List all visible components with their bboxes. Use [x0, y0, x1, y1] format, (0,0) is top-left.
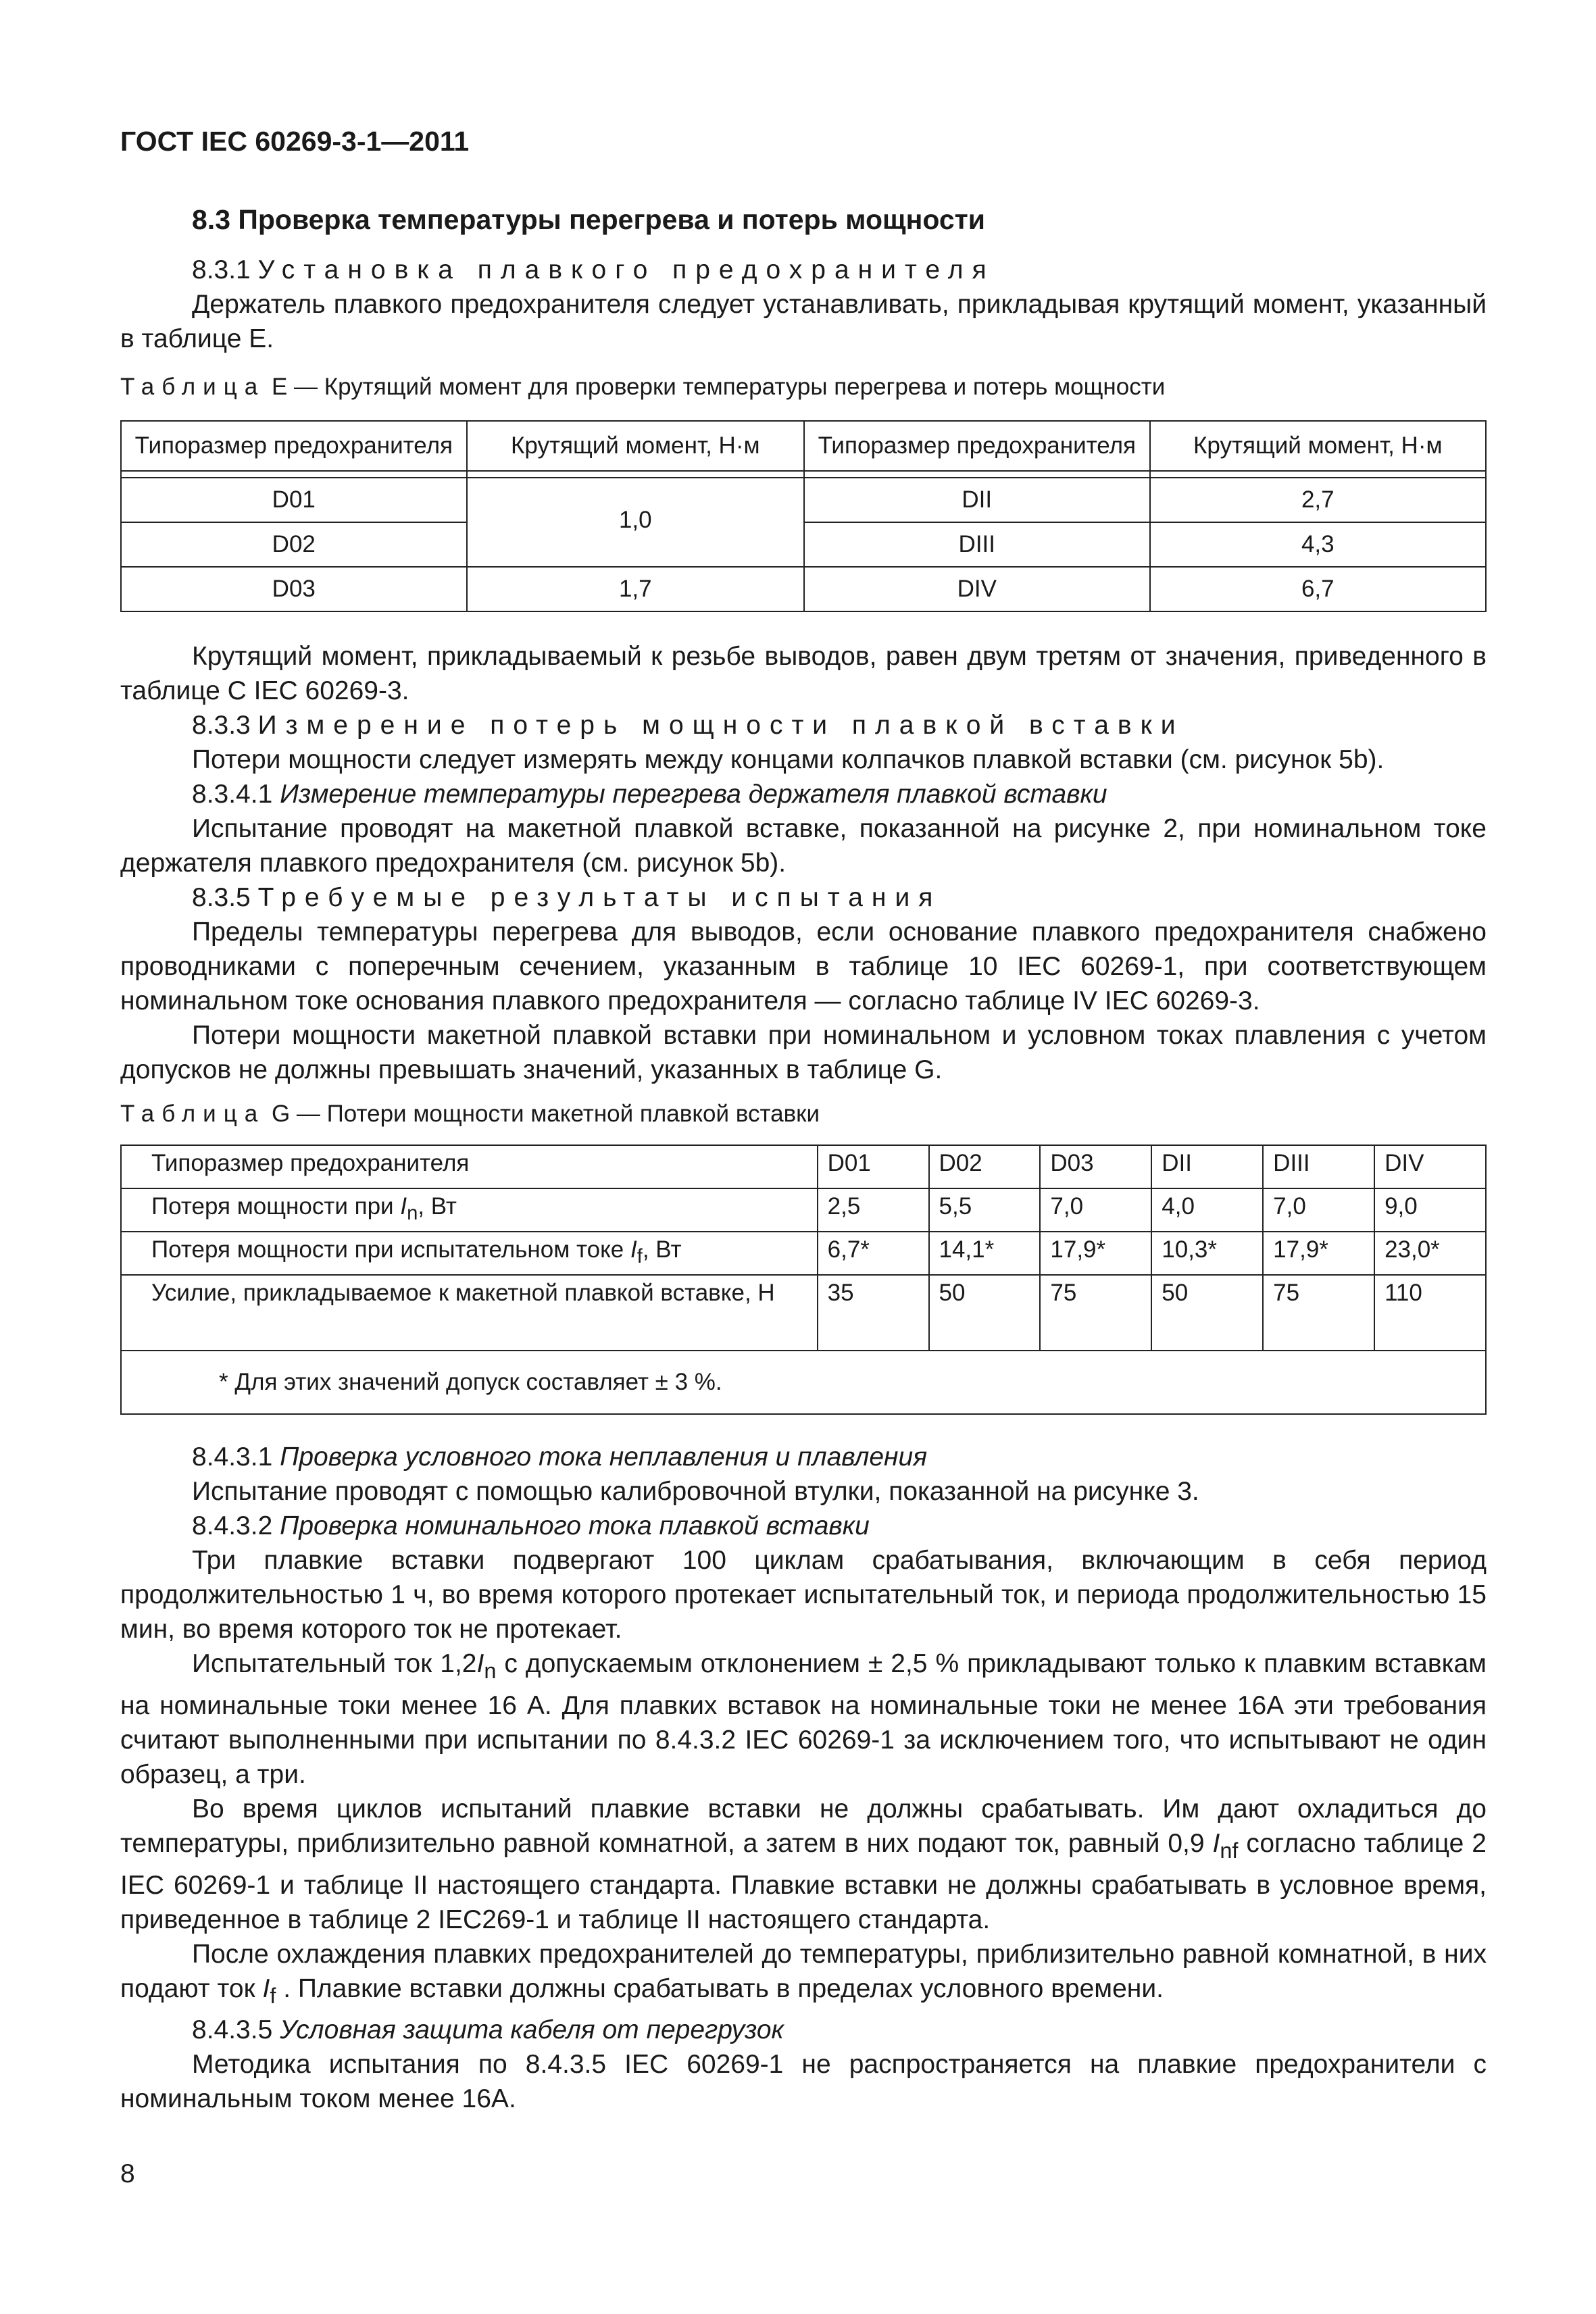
table-cell: 4,0 [1151, 1188, 1263, 1232]
row-label: Потеря мощности при испытательном токе $I_f$, Вт [121, 1232, 818, 1275]
table-row [121, 567, 1486, 611]
table-cell: DII [804, 478, 1150, 522]
table-header-cell: Типоразмер предохранителя [121, 1145, 818, 1188]
table-cell: 9,0 [1374, 1188, 1486, 1232]
table-row [121, 1275, 1486, 1351]
table-e [120, 420, 1487, 612]
table-cell: 2,7 [1150, 478, 1486, 522]
table-cell: 14,1* [929, 1232, 1041, 1275]
table-cell: 6,7* [818, 1232, 929, 1275]
section-title: 8.3 Проверка температуры перегрева и потерь мощности [192, 204, 985, 235]
table-header-cell: DII [1151, 1145, 1263, 1188]
heading-8431: 8.4.3.1 Проверка условного тока неплавления и плавления [192, 1442, 928, 1472]
paragraph-torque: Крутящий момент, прикладываемый к резьбе выводов, равен двум третям от значения, приведенного в таблице C IEC 60269-3. [120, 642, 1487, 705]
table-row [121, 1188, 1486, 1232]
table-cell: D01 [121, 478, 467, 522]
table-cell: 5,5 [929, 1188, 1041, 1232]
paragraph-8432-2: Испытательный ток $1,2I_n$ с допускаемым отклонением ± 2,5 % прикладывают только к плавким вставкам на номинальные токи менее 16 А. Для плавких вставок на номинальные токи не менее 16А эти требования считают выполненными при испытании по 8.4.3.2 IEC 60269-1 за исключением того, что испытывают не один образец, а три. [120, 1649, 1487, 1789]
heading-831: 8.3.1 Установка плавкого предохранителя [192, 255, 995, 284]
table-cell: D02 [121, 522, 467, 567]
table-header-cell: D02 [929, 1145, 1041, 1188]
paragraph-835-1: Пределы температуры перегрева для выводов, если основание плавкого предохранителя снабжено проводниками с поперечным сечением, указанным в таблице 10 IEC 60269-1, при соответствующем номинальном токе основания плавкого предохранителя — согласно таблице IV IEC 60269-3. [120, 917, 1487, 1015]
table-header-cell: Типоразмер предохранителя [121, 421, 467, 471]
table-row [121, 478, 1486, 522]
paragraph-8432-3: Во время циклов испытаний плавкие вставки не должны срабатывать. Им дают охладиться до температуры, приблизительно равной комнатной, а затем в них подают ток, равный 0,9 $I_{nf}$ согласно таблице 2 IEC 60269-1 и таблице II настоящего стандарта. Плавкие вставки не должны срабатывать в условное время, приведенное в таблице 2 IEC269-1 и таблице II настоящего стандарта. [120, 1794, 1487, 1934]
table-header-cell: Крутящий момент, Н·м [467, 421, 804, 471]
block-83-text [120, 639, 1487, 1131]
table-cell: 75 [1040, 1275, 1151, 1351]
page-number: 8 [120, 2159, 135, 2188]
table-header-cell: Крутящий момент, Н·м [1150, 421, 1486, 471]
table-cell: D03 [121, 567, 467, 611]
table-row [121, 1232, 1486, 1275]
table-header-cell: DIV [1374, 1145, 1486, 1188]
table-cell: 7,0 [1263, 1188, 1374, 1232]
paragraph-831: Держатель плавкого предохранителя следует устанавливать, прикладывая крутящий момент, указанный в таблице E. [120, 290, 1487, 353]
paragraph-8435: Методика испытания по 8.4.3.5 IEC 60269-1 не распространяется на плавкие предохранители с номинальным током менее 16А. [120, 2050, 1487, 2114]
table-cell: 10,3* [1151, 1232, 1263, 1275]
table-cell: 50 [1151, 1275, 1263, 1351]
table-footnote-row [121, 1351, 1486, 1414]
table-cell: 110 [1374, 1275, 1486, 1351]
table-header-row [121, 421, 1486, 471]
paragraph-835-2: Потери мощности макетной плавкой вставки при номинальном и условном токах плавления с учетом допусков не должны превышать значений, указанных в таблице G. [120, 1021, 1487, 1084]
table-cell: 17,9* [1263, 1232, 1374, 1275]
row-label: Потеря мощности при $I_n$, Вт [121, 1188, 818, 1232]
table-g-caption: Таблица G — Потери мощности макетной плавкой вставки [120, 1101, 820, 1127]
table-cell: 1,0 [467, 478, 804, 567]
table-header-cell: D01 [818, 1145, 929, 1188]
table-cell: 50 [929, 1275, 1041, 1351]
table-cell: 2,5 [818, 1188, 929, 1232]
heading-833: 8.3.3 Измерение потерь мощности плавкой вставки [192, 711, 1184, 740]
table-cell: 35 [818, 1275, 929, 1351]
table-row [121, 522, 1486, 567]
table-cell: 6,7 [1150, 567, 1486, 611]
table-cell: 1,7 [467, 567, 804, 611]
table-e-caption: Таблица E — Крутящий момент для проверки температуры перегрева и потерь мощности [120, 374, 1166, 400]
paragraph-8341: Испытание проводят на макетной плавкой вставке, показанной на рисунке 2, при номинальном токе держателя плавкого предохранителя (см. рисунок 5b). [120, 814, 1487, 878]
document-header: ГОСТ IEC 60269-3-1—2011 [120, 126, 470, 157]
table-cell: 17,9* [1040, 1232, 1151, 1275]
paragraph-8432-4: После охлаждения плавких предохранителей до температуры, приблизительно равной комнатной, в них подают ток $I_f$ . Плавкие вставки должны срабатывать в пределах условного времени. [120, 1939, 1487, 2008]
heading-8432: 8.4.3.2 Проверка номинального тока плавкой вставки [192, 1511, 870, 1540]
heading-8341: 8.3.4.1 Измерение температуры перегрева держателя плавкой вставки [192, 780, 1107, 809]
block-831 [120, 253, 1487, 404]
table-header-cell: D03 [1040, 1145, 1151, 1188]
table-header-cell: DIII [1263, 1145, 1374, 1188]
paragraph-8432-1: Три плавкие вставки подвергают 100 циклам срабатывания, включающим в себя период продолжительностью 1 ч, во время которого протекает испытательный ток, и периода продолжительностью 15 мин, во время которого ток не протекает. [120, 1546, 1487, 1644]
table-cell: 4,3 [1150, 522, 1486, 567]
table-cell: 7,0 [1040, 1188, 1151, 1232]
heading-8435: 8.4.3.5 Условная защита кабеля от перегрузок [192, 2015, 784, 2045]
block-843 [120, 1440, 1487, 2116]
table-cell: 75 [1263, 1275, 1374, 1351]
table-g [120, 1145, 1487, 1415]
paragraph-833: Потери мощности следует измерять между концами колпачков плавкой вставки (см. рисунок 5b). [192, 745, 1385, 774]
table-cell: 23,0* [1374, 1232, 1486, 1275]
table-cell: DIV [804, 567, 1150, 611]
heading-835: 8.3.5 Требуемые результаты испытания [192, 883, 942, 912]
table-header-cell: Типоразмер предохранителя [804, 421, 1150, 471]
document-page [120, 0, 1487, 2314]
row-label: Усилие, прикладываемое к макетной плавкой вставке, Н [121, 1275, 818, 1351]
table-header-row [121, 1145, 1486, 1188]
paragraph-8431: Испытание проводят с помощью калибровочной втулки, показанной на рисунке 3. [192, 1477, 1199, 1506]
table-footnote: * Для этих значений допуск составляет ± 3 %. [121, 1351, 1486, 1414]
table-cell: DIII [804, 522, 1150, 567]
